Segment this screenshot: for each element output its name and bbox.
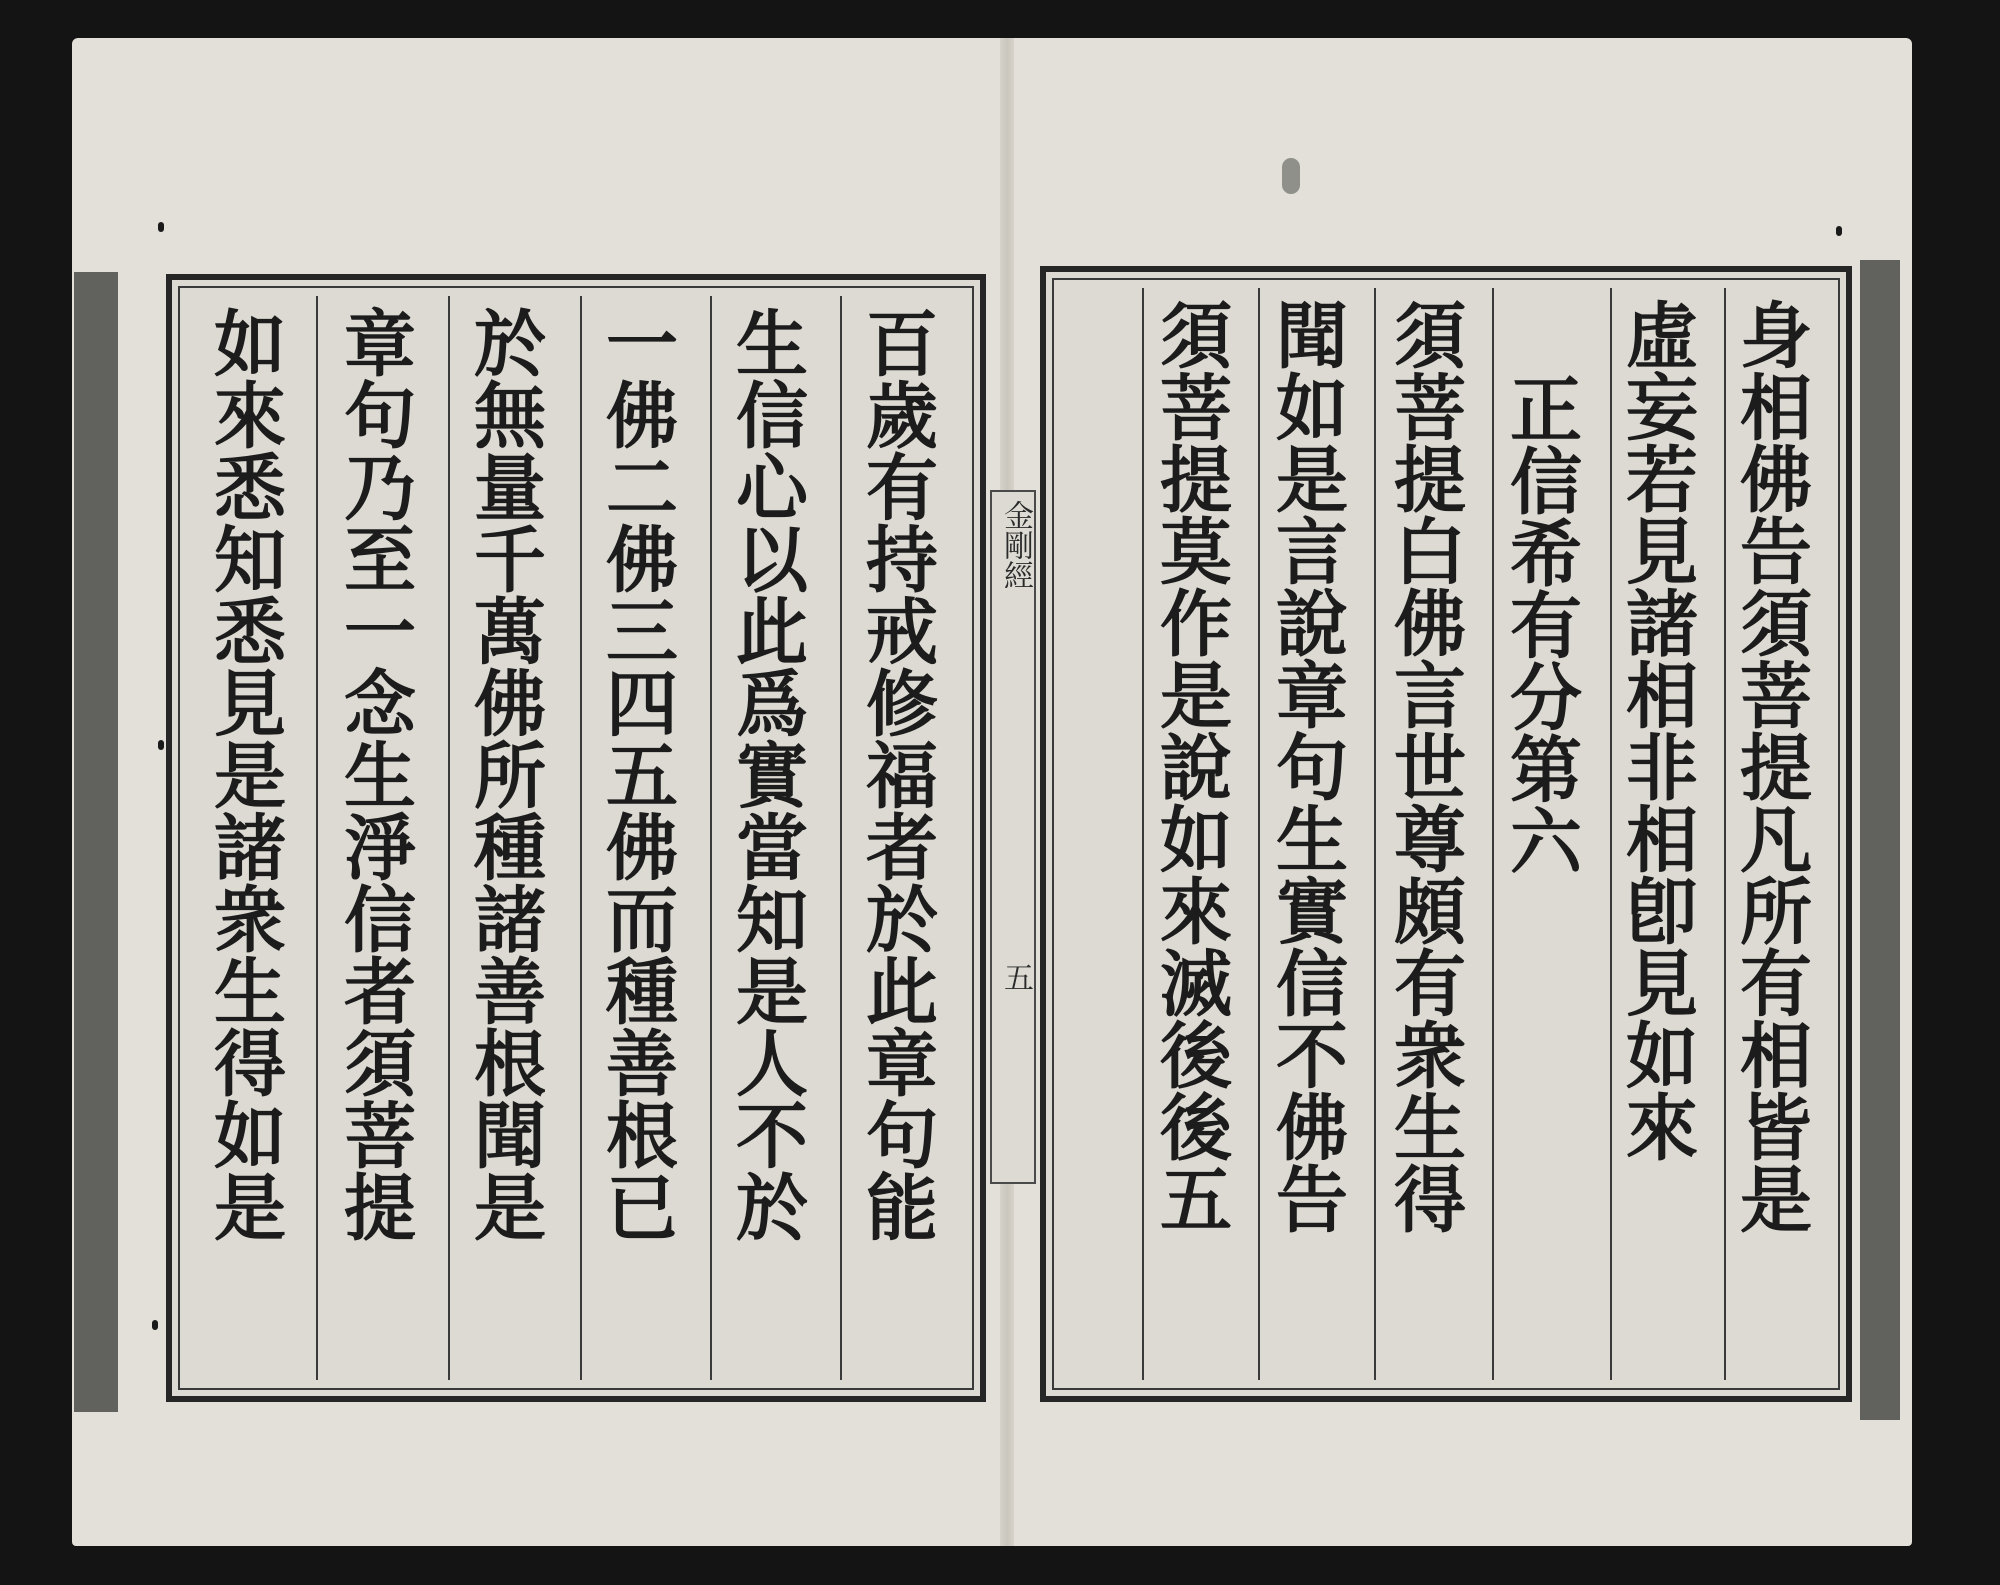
column-rule — [840, 296, 842, 1380]
right-inner-border — [1052, 278, 1840, 1390]
text-column: 百歲有持戒修福者於此章句能 — [854, 306, 939, 1242]
column-rule — [1492, 288, 1494, 1380]
text-column: 須菩提白佛言世尊頗有衆生得 — [1382, 298, 1467, 1234]
column-rule — [448, 296, 450, 1380]
left-inner-border — [178, 286, 974, 1390]
text-column: 身相佛告須菩提凡所有相皆是 — [1728, 298, 1813, 1234]
column-rule — [1374, 288, 1376, 1380]
left-ink-strip — [74, 272, 118, 1412]
page-number: 五 — [998, 962, 1033, 992]
binding-hole — [152, 1320, 158, 1330]
text-column: 於無量千萬佛所種諸善根聞是 — [462, 306, 547, 1242]
text-column: 生信心以此爲實當知是人不於 — [724, 306, 809, 1242]
book-title: 金剛經 — [998, 500, 1033, 590]
right-text-frame — [1040, 266, 1852, 1402]
section-heading: 正信希有分第六 — [1498, 372, 1583, 876]
column-rule — [1724, 288, 1726, 1380]
text-column: 聞如是言說章句生實信不佛告 — [1264, 298, 1349, 1234]
column-rule — [316, 296, 318, 1380]
column-rule — [1610, 288, 1612, 1380]
column-rule — [710, 296, 712, 1380]
column-rule — [580, 296, 582, 1380]
text-column: 須菩提莫作是說如來滅後後五 — [1148, 298, 1233, 1234]
column-rule — [1142, 288, 1144, 1380]
binding-hole — [158, 740, 164, 750]
text-column: 一佛二佛三四五佛而種善根已 — [594, 306, 679, 1242]
left-text-frame — [166, 274, 986, 1402]
text-column: 如來悉知悉見是諸衆生得如是 — [202, 306, 287, 1242]
text-column: 虛妄若見諸相非相卽見如來 — [1614, 298, 1699, 1162]
binding-hole — [158, 222, 164, 232]
text-column: 章句乃至一念生淨信者須菩提 — [332, 306, 417, 1242]
binding-hole — [1836, 226, 1842, 236]
ink-smudge — [1282, 158, 1300, 194]
right-ink-strip — [1860, 260, 1900, 1420]
column-rule — [1258, 288, 1260, 1380]
center-margin-label — [990, 490, 1036, 1184]
